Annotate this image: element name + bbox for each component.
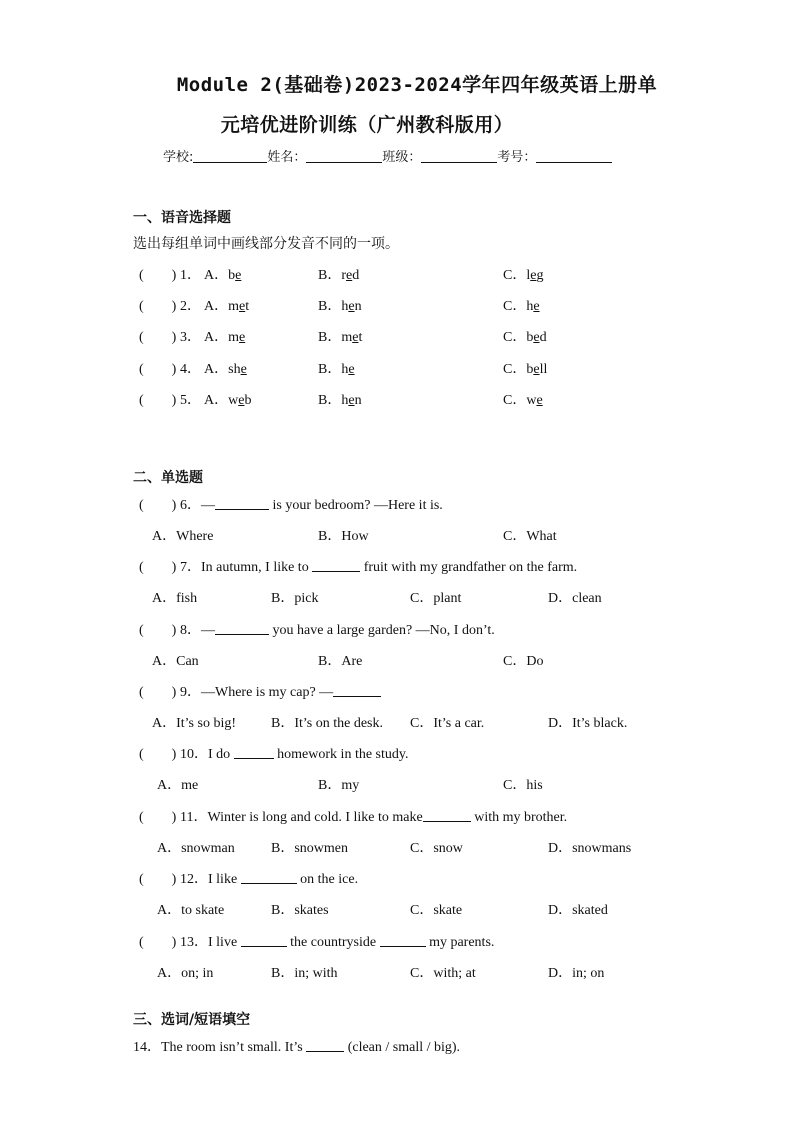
option-c[interactable]: C．What: [503, 529, 557, 544]
question-7: [180, 556, 577, 576]
question-text: my parents.: [425, 935, 495, 950]
question-14: [133, 1036, 460, 1056]
option-word: [341, 299, 361, 314]
option-c[interactable]: C．his: [503, 778, 543, 793]
option-d[interactable]: D．clean: [548, 591, 602, 606]
option-word: [526, 393, 542, 408]
option-letter: B．: [318, 268, 342, 283]
word-suffix: t: [245, 299, 250, 314]
option-letter: C．: [503, 299, 527, 314]
question-number: 2．: [180, 299, 201, 314]
question-text: on the ice.: [296, 872, 359, 887]
option-d[interactable]: D．in; on: [548, 966, 605, 981]
option-letter: C．: [503, 330, 527, 345]
underlined-letter: e: [533, 299, 540, 314]
option-b[interactable]: B．Are: [318, 654, 363, 669]
q14-blank[interactable]: [306, 1039, 344, 1052]
answer-paren[interactable]: ( ): [139, 810, 177, 825]
section3-heading: 三、选词/短语填空: [133, 1012, 251, 1028]
word-prefix: sh: [228, 362, 241, 377]
section2-heading: 二、单选题: [133, 470, 203, 486]
word-suffix: n: [354, 299, 362, 314]
option-word: [228, 299, 249, 314]
option-a[interactable]: [204, 264, 241, 284]
question-number: 11．: [180, 810, 208, 825]
answer-blank[interactable]: [241, 871, 297, 884]
option-c[interactable]: C．skate: [410, 903, 463, 918]
option-c[interactable]: [503, 326, 547, 346]
question-text: is your bedroom? —Here it is.: [269, 498, 443, 513]
option-word: [526, 330, 546, 345]
word-prefix: h: [341, 393, 349, 408]
word-suffix: b: [244, 393, 252, 408]
option-b[interactable]: B．snowmen: [271, 841, 348, 856]
question-number: 3．: [180, 330, 201, 345]
question-number: 13．: [180, 935, 208, 950]
q14-text-post: (clean / small / big).: [344, 1040, 461, 1055]
answer-blank[interactable]: [423, 809, 471, 822]
question-number: 9．: [180, 685, 201, 700]
q14-text-pre: 14．The room isn’t small. It’s: [133, 1040, 307, 1055]
question-6: [180, 494, 443, 514]
option-word: [526, 299, 539, 314]
option-word: [341, 362, 354, 377]
option-letter: B．: [318, 362, 342, 377]
option-b[interactable]: [318, 295, 362, 315]
question-text: I live: [208, 935, 241, 950]
word-suffix: d: [352, 268, 360, 283]
word-prefix: m: [341, 330, 353, 345]
word-prefix: w: [228, 393, 239, 408]
student-info-line: [163, 146, 612, 165]
option-word: [228, 362, 247, 377]
underlined-letter: e: [239, 330, 246, 345]
option-c[interactable]: C．plant: [410, 591, 462, 606]
word-prefix: r: [341, 268, 347, 283]
option-c[interactable]: C．snow: [410, 841, 463, 856]
answer-blank[interactable]: [215, 497, 269, 510]
section1-instruction: 选出每组单词中画线部分发音不同的一项。: [133, 236, 399, 252]
option-word: [341, 268, 359, 283]
number-blank[interactable]: [536, 149, 612, 163]
question-text: Winter is long and cold. I like to make: [207, 810, 423, 825]
option-letter: A．: [204, 393, 229, 408]
option-a[interactable]: [204, 295, 249, 315]
underlined-letter: e: [348, 393, 355, 408]
underlined-letter: e: [348, 362, 355, 377]
underlined-letter: e: [536, 393, 543, 408]
option-letter: A．: [204, 362, 229, 377]
number-label: 考号：: [497, 150, 537, 165]
answer-paren[interactable]: ( ): [139, 299, 177, 314]
option-letter: C．: [503, 393, 527, 408]
answer-blank[interactable]: [380, 934, 426, 947]
option-a[interactable]: [204, 326, 245, 346]
question-11: [180, 806, 567, 826]
option-word: [341, 393, 361, 408]
class-label: 班级：: [382, 150, 422, 165]
question-number: 6．: [180, 498, 201, 513]
option-letter: C．: [503, 268, 527, 283]
underlined-letter: e: [240, 362, 247, 377]
option-c[interactable]: C．Do: [503, 654, 544, 669]
option-c[interactable]: C．with; at: [410, 966, 476, 981]
option-c[interactable]: C．It’s a car.: [410, 716, 485, 731]
class-blank[interactable]: [421, 149, 497, 163]
option-word: [526, 362, 547, 377]
question-text: fruit with my grandfather on the farm.: [360, 560, 578, 575]
question-text: you have a large garden? —No, I don’t.: [269, 623, 495, 638]
answer-blank[interactable]: [234, 746, 274, 759]
option-b[interactable]: [318, 326, 362, 346]
option-letter: B．: [318, 299, 342, 314]
question-text: the countryside: [286, 935, 380, 950]
word-prefix: l: [526, 268, 531, 283]
answer-paren[interactable]: ( ): [139, 330, 177, 345]
answer-paren[interactable]: ( ): [139, 268, 177, 283]
question-13: [180, 931, 494, 951]
option-b[interactable]: [318, 264, 359, 284]
question-8: [180, 619, 495, 639]
question-text: —Where is my cap? —: [201, 685, 334, 700]
underlined-letter: e: [530, 268, 537, 283]
answer-paren[interactable]: ( ): [139, 560, 177, 575]
answer-paren[interactable]: ( ): [139, 623, 177, 638]
option-letter: B．: [318, 330, 342, 345]
school-label: 学校:: [163, 150, 194, 165]
question-number: 10．: [180, 747, 208, 762]
word-prefix: m: [228, 299, 240, 314]
option-b[interactable]: B．It’s on the desk.: [271, 716, 383, 731]
option-a[interactable]: [204, 389, 251, 409]
answer-paren[interactable]: ( ): [139, 872, 177, 887]
word-suffix: t: [358, 330, 363, 345]
option-letter: B．: [318, 393, 342, 408]
underlined-letter: e: [352, 330, 359, 345]
question-text: I do: [208, 747, 234, 762]
question-10: [180, 743, 408, 763]
option-c[interactable]: [503, 389, 543, 409]
question-number: 1．: [180, 268, 201, 283]
option-b[interactable]: B．pick: [271, 591, 319, 606]
word-prefix: b: [526, 362, 534, 377]
option-c[interactable]: [503, 264, 543, 284]
option-word: [228, 393, 251, 408]
answer-blank[interactable]: [241, 934, 287, 947]
answer-blank[interactable]: [312, 559, 360, 572]
option-b[interactable]: [318, 358, 355, 378]
page-title-line1: Module 2(基础卷)2023-2024学年四年级英语上册单: [176, 74, 658, 96]
option-d[interactable]: D．It’s black.: [548, 716, 628, 731]
answer-paren[interactable]: ( ): [139, 935, 177, 950]
answer-paren[interactable]: ( ): [139, 747, 177, 762]
answer-paren[interactable]: ( ): [139, 498, 177, 513]
underlined-letter: e: [235, 268, 242, 283]
question-text: I like: [208, 872, 241, 887]
option-letter: C．: [503, 362, 527, 377]
question-text: —: [201, 498, 215, 513]
option-b[interactable]: [318, 389, 362, 409]
word-prefix: b: [526, 330, 534, 345]
underlined-letter: e: [533, 362, 540, 377]
word-prefix: w: [526, 393, 537, 408]
answer-paren[interactable]: ( ): [139, 393, 177, 408]
question-text: with my brother.: [470, 810, 568, 825]
option-b[interactable]: B．in; with: [271, 966, 338, 981]
option-a[interactable]: A．Where: [152, 529, 214, 544]
option-a[interactable]: A．fish: [152, 591, 198, 606]
option-a[interactable]: [204, 358, 247, 378]
answer-paren[interactable]: ( ): [139, 685, 177, 700]
word-suffix: n: [354, 393, 362, 408]
answer-blank[interactable]: [333, 684, 381, 697]
answer-paren[interactable]: ( ): [139, 362, 177, 377]
answer-blank[interactable]: [215, 622, 269, 635]
word-suffix: d: [539, 330, 547, 345]
underlined-letter: e: [238, 393, 245, 408]
question-number: 5．: [180, 393, 201, 408]
option-letter: A．: [204, 268, 229, 283]
school-blank[interactable]: [193, 149, 267, 163]
question-12: [180, 868, 358, 888]
option-c[interactable]: [503, 295, 540, 315]
option-a[interactable]: A．to skate: [157, 903, 225, 918]
word-prefix: h: [341, 299, 349, 314]
word-prefix: h: [526, 299, 534, 314]
word-prefix: b: [228, 268, 236, 283]
underlined-letter: e: [533, 330, 540, 345]
option-word: [228, 268, 241, 283]
option-a[interactable]: A．on; in: [157, 966, 214, 981]
question-9: [180, 681, 381, 701]
option-word: [526, 268, 543, 283]
question-text: In autumn, I like to: [201, 560, 313, 575]
word-prefix: m: [228, 330, 240, 345]
option-letter: A．: [204, 330, 229, 345]
question-number: 12．: [180, 872, 208, 887]
page-title-line2: 元培优进阶训练（广州教科版用）: [220, 114, 514, 136]
question-number: 4．: [180, 362, 201, 377]
option-a[interactable]: A．It’s so big!: [152, 716, 236, 731]
underlined-letter: e: [348, 299, 355, 314]
option-c[interactable]: [503, 358, 547, 378]
option-b[interactable]: B．How: [318, 529, 369, 544]
option-a[interactable]: A．me: [157, 778, 199, 793]
section1-heading: 一、语音选择题: [133, 210, 231, 226]
word-suffix: ll: [539, 362, 548, 377]
option-a[interactable]: A．Can: [152, 654, 199, 669]
underlined-letter: e: [346, 268, 353, 283]
word-suffix: g: [536, 268, 544, 283]
word-prefix: h: [341, 362, 349, 377]
question-text: homework in the study.: [273, 747, 409, 762]
option-d[interactable]: D．skated: [548, 903, 608, 918]
option-a[interactable]: A．snowman: [157, 841, 235, 856]
option-word: [341, 330, 362, 345]
question-text: —: [201, 623, 215, 638]
name-label: 姓名：: [267, 150, 307, 165]
option-d[interactable]: D．snowmans: [548, 841, 632, 856]
question-number: 7．: [180, 560, 201, 575]
option-b[interactable]: B．skates: [271, 903, 329, 918]
option-word: [228, 330, 245, 345]
option-b[interactable]: B．my: [318, 778, 360, 793]
question-number: 8．: [180, 623, 201, 638]
underlined-letter: e: [239, 299, 246, 314]
option-letter: A．: [204, 299, 229, 314]
name-blank[interactable]: [306, 149, 382, 163]
